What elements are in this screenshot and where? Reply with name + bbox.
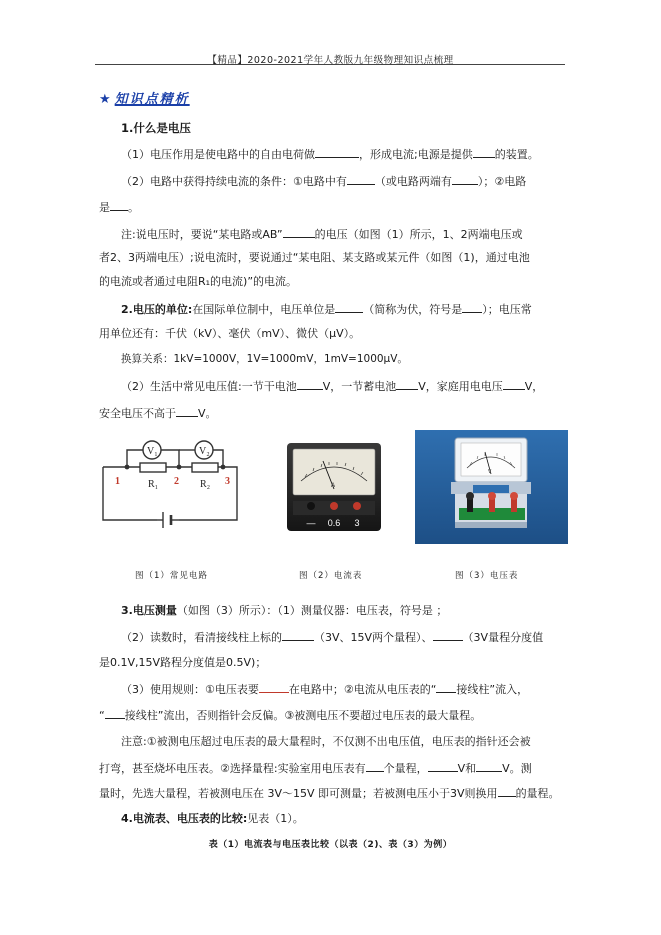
s3-u1b: 在电路中；②电流从电压表的“ — [288, 683, 437, 696]
s2-title: 2.电压的单位: — [121, 303, 193, 316]
s3-line1 — [121, 603, 447, 618]
fig3-caption: 图（3）电压表 — [455, 571, 519, 581]
s1-para2 — [121, 173, 526, 189]
star-icon: ★ — [99, 92, 113, 107]
blank — [282, 629, 314, 641]
ammeter-0.6-label: 0.6 — [327, 518, 341, 528]
s1-p2b: （或电路两端有 — [374, 175, 452, 188]
fig1-caption: 图（1）常见电路 — [135, 571, 208, 581]
s2-t1a: 在国际单位制中，电压单位是 — [192, 303, 336, 316]
blank — [105, 707, 125, 719]
s2-c1a: （2）生活中常见电压值:一节干电池 — [121, 380, 297, 393]
table-title: 表（1）电流表与电压表比较（以表（2)、表（3）为例） — [208, 840, 453, 850]
s2-c1c: V，家庭用电电压 — [418, 380, 503, 393]
s3-warn2 — [99, 760, 532, 776]
figure-circuit — [97, 432, 247, 544]
ammeter-neg-label: — — [306, 518, 316, 528]
s1-para1 — [121, 146, 539, 162]
terminal-red — [353, 502, 361, 510]
page-header: 【精品】2020-2021学年人教版九年级物理知识点梳理 — [207, 55, 454, 66]
s3-w2c: V和 — [457, 762, 477, 775]
s2-conversion: 换算关系：1kV=1000V，1V=1000mV，1mV=1000μV。 — [121, 353, 408, 365]
resistor-r1 — [140, 463, 166, 472]
s3-u2b: 接线柱”流出，否则指针会反偏。③被测电压不要超过电压表的最大量程。 — [124, 709, 482, 722]
s2-t1c: ）；电压常 — [482, 303, 532, 316]
s4-t1: 见表（1）。 — [247, 812, 304, 825]
ammeter-unit: A — [331, 483, 336, 489]
s1-p1c: 的装置。 — [494, 148, 539, 161]
resistor-r2 — [192, 463, 218, 472]
r1-label: R₁ — [148, 479, 159, 490]
r2-label: R₂ — [200, 479, 211, 490]
s1-p2d: 是 — [99, 201, 110, 214]
s1-title: 1.什么是电压 — [121, 121, 191, 135]
s2-line1 — [121, 301, 532, 317]
node-1-label: 1 — [115, 476, 120, 487]
v2-label: V₂ — [199, 446, 210, 457]
section-title-text: 知识点精析 — [114, 92, 190, 107]
s2-c1b: V，一节蓄电池 — [322, 380, 397, 393]
s3-u1a: （3）使用规则：①电压表要 — [121, 683, 259, 696]
blank — [503, 378, 525, 390]
blank — [315, 146, 359, 158]
junction-dot — [125, 465, 130, 470]
s2-c1d: V， — [524, 380, 544, 393]
s3-title: 3.电压测量 — [121, 604, 177, 617]
s1-note1 — [121, 226, 523, 242]
junction-dot — [177, 465, 182, 470]
s3-w2b: 个量程， — [383, 762, 428, 775]
s1-p1b: ，形成电流;电源是提供 — [359, 148, 473, 161]
s3-use2 — [99, 707, 481, 723]
s3-w2d: V。测 — [502, 762, 532, 775]
terminal-black — [307, 502, 315, 510]
junction-dot — [221, 465, 226, 470]
s1-p2a: （2）电路中获得持续电流的条件：①电路中有 — [121, 175, 347, 188]
blank — [452, 173, 478, 185]
blank — [347, 173, 375, 185]
section-title — [99, 88, 190, 107]
s3-t1: （如图（3）所示）：（1）测量仪器：电压表，符号是 ； — [176, 604, 448, 617]
blank — [476, 760, 502, 772]
s3-u2a: “ — [99, 709, 105, 722]
blank — [176, 405, 198, 417]
blank — [428, 760, 458, 772]
ammeter-3-label: 3 — [354, 518, 360, 528]
blank — [436, 681, 456, 693]
s2-common2 — [99, 405, 217, 421]
s1-note3: 的电流或者通过电阻R₁的电流)”的电流。 — [99, 275, 298, 288]
s3-warn1: 注意:①被测电压超过电压表的最大量程时，不仅测不出电压值，电压表的指针还会被 — [121, 735, 531, 748]
s1-para2-cont — [99, 199, 139, 215]
s2-t1b: （简称为伏，符号是 — [363, 303, 463, 316]
header-rule — [95, 64, 565, 65]
fig2-caption: 图（2）电流表 — [299, 571, 363, 581]
blank — [335, 301, 363, 313]
blank — [433, 629, 463, 641]
s3-w3a: 量时，先选大量程，若被测电压在 3V～15V 即可测量；若被测电压小于3V则换用 — [99, 787, 498, 800]
s2-c2b: V。 — [198, 407, 217, 420]
s2-common1 — [121, 378, 543, 394]
blank — [110, 199, 128, 211]
blank — [473, 146, 495, 158]
s1-n1a: 注:说电压时，要说“某电路或AB” — [121, 228, 283, 241]
s3-r1a: （2）读数时，看清接线柱上标的 — [121, 631, 282, 644]
blank — [297, 378, 323, 390]
blank — [462, 301, 482, 313]
s1-p1a: （1）电压作用是使电路中的自由电荷做 — [121, 148, 315, 161]
node-3-label: 3 — [225, 476, 230, 487]
blank — [396, 378, 418, 390]
s4-line — [121, 811, 304, 826]
node-2-label: 2 — [174, 476, 179, 487]
s3-u1c: 接线柱”流入， — [456, 683, 529, 696]
s3-read1 — [121, 629, 543, 645]
s3-r1b: （3V、15V两个量程）、 — [314, 631, 433, 644]
blank — [366, 760, 384, 772]
s1-p2e: 。 — [128, 201, 139, 214]
blank — [283, 226, 315, 238]
s1-p2c: ）；②电路 — [477, 175, 527, 188]
s3-warn3 — [99, 785, 560, 801]
blank — [498, 785, 516, 797]
s3-w2a: 打弯，甚至烧坏电压表。②选择量程:实验室用电压表有 — [99, 762, 366, 775]
s3-read2: 是0.1V,15V路程分度值是0.5V)； — [99, 656, 267, 669]
s2-line2: 用单位还有：千伏（kV）、毫伏（mV）、微伏（μV）。 — [99, 327, 361, 340]
figure-ammeter — [285, 441, 383, 533]
v1-label: V₁ — [147, 446, 158, 457]
s4-title: 4.电流表、电压表的比较: — [121, 812, 248, 825]
blank — [259, 681, 289, 693]
s3-w3b: 的量程。 — [515, 787, 560, 800]
s3-r1c: （3V量程分度值 — [462, 631, 544, 644]
terminal-red — [330, 502, 338, 510]
s2-c2a: 安全电压不高于 — [99, 407, 176, 420]
voltmeter-unit: V — [488, 469, 492, 475]
s1-note2: 者2、3两端电压）;说电流时，要说通过“某电阻、某支路或某元件（如图（1)，通过电池 — [99, 251, 530, 264]
figure-voltmeter — [415, 430, 568, 544]
s1-n1b: 的电压（如图（1）所示，1、2两端电压或 — [314, 228, 523, 241]
s3-use1 — [121, 681, 528, 697]
